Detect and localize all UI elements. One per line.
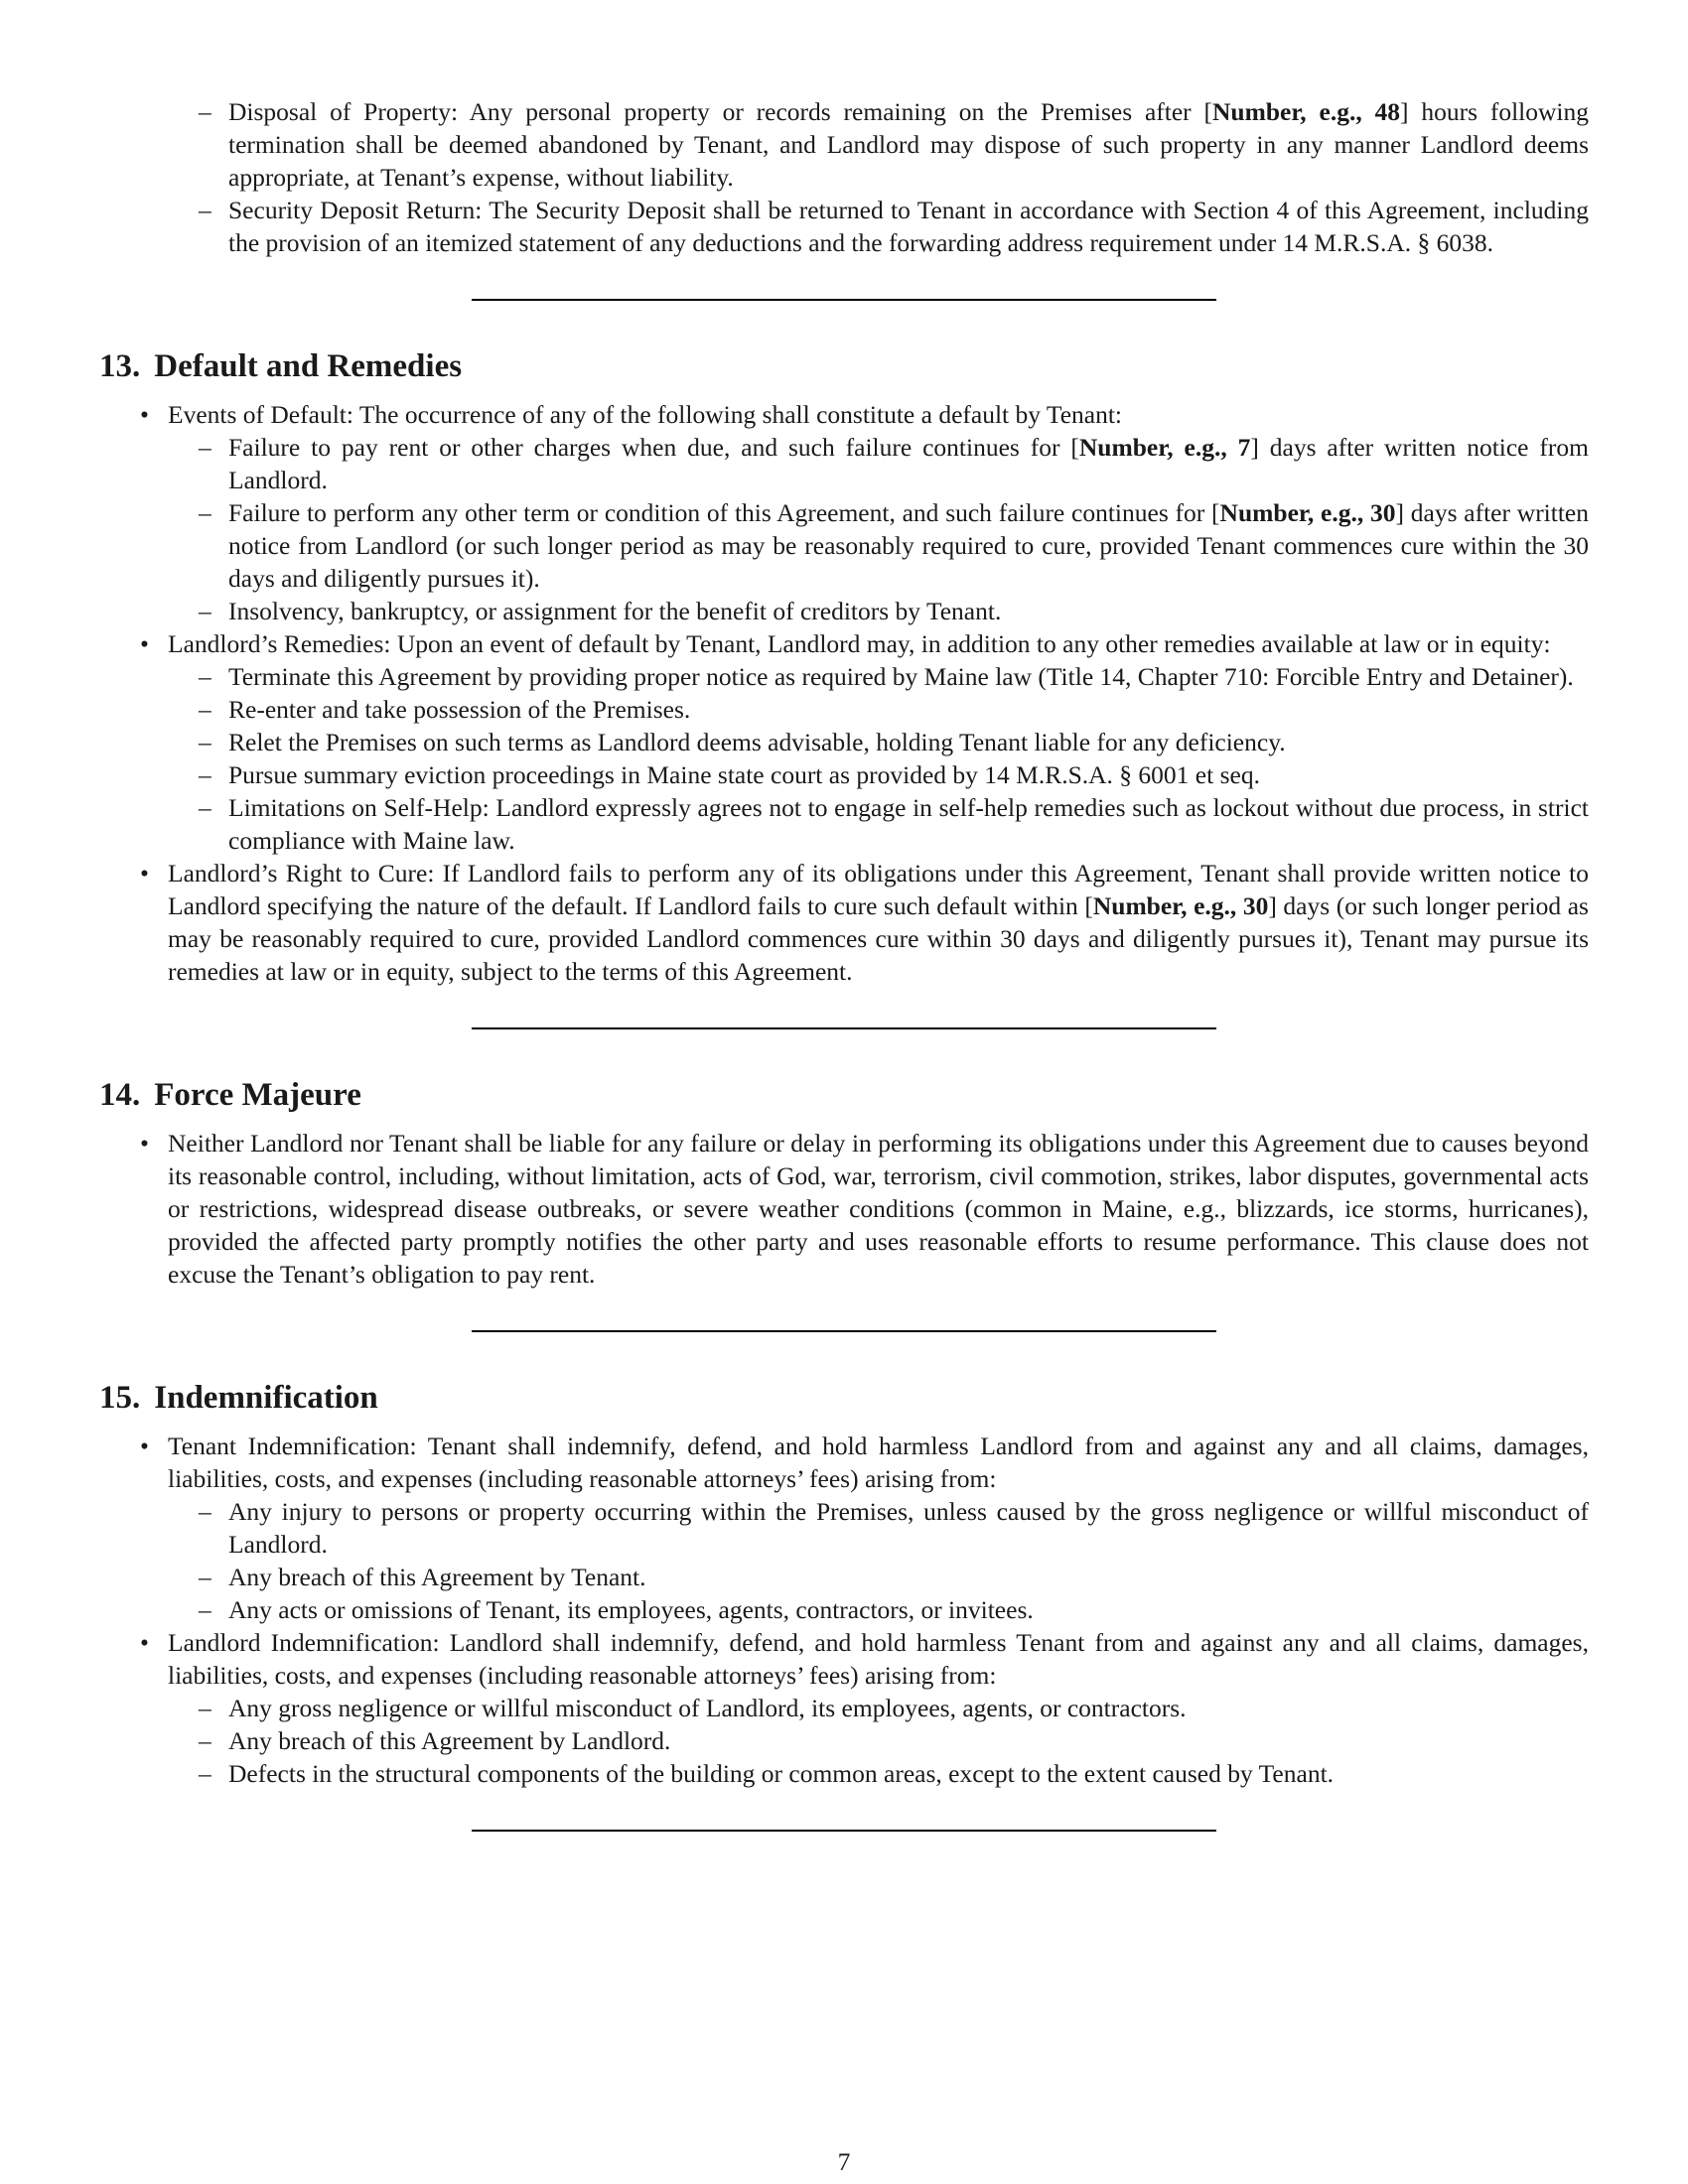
dash-marker: – <box>199 1759 211 1788</box>
list-item-text: Disposal of Property: Any personal property or records remaining on the Premises after [Number, e.g., 48] hours following termination shall be deemed abandoned by Tenant, and Landlord may dispose of such property in any manner Landlord deems appropriate, at Tenant’s expense, without liability. <box>228 97 1589 192</box>
page-number: 7 <box>837 2147 851 2176</box>
list-item <box>168 1561 1589 1593</box>
list-item-text: Terminate this Agreement by providing proper notice as required by Maine law (Title 14, Chapter 710: Forcible Entry and Detainer). <box>228 662 1574 691</box>
list-item <box>99 194 1589 259</box>
section-divider <box>472 1027 1216 1029</box>
list-item-text: Limitations on Self-Help: Landlord expressly agrees not to engage in self-help remedies such as lockout without due process, in strict compliance with Maine law. <box>228 793 1589 855</box>
list-item <box>99 95 1589 194</box>
list-item <box>168 726 1589 758</box>
list-item <box>168 1495 1589 1561</box>
list-item <box>168 1593 1589 1626</box>
dash-marker: – <box>199 1497 211 1526</box>
dash-marker: – <box>199 760 211 789</box>
list-item <box>168 1757 1589 1790</box>
dash-marker: – <box>199 728 211 756</box>
dash-marker: – <box>199 695 211 724</box>
list-item <box>168 1692 1589 1724</box>
list-item-text: Landlord’s Remedies: Upon an event of default by Tenant, Landlord may, in addition to any other remedies available at law or in equity: <box>168 629 1551 658</box>
list-item-text: Neither Landlord nor Tenant shall be liable for any failure or delay in performing its obligations under this Agreement due to causes beyond its reasonable control, including, without limitation, acts of God, war, terrorism, civil commotion, strikes, labor disputes, governmental acts or restrictions, widespread disease outbreaks, or severe weather conditions (common in Maine, e.g., blizzards, ice storms, hurricanes), provided the affected party promptly notifies the other party and uses reasonable efforts to resume performance. This clause does not excuse the Tenant’s obligation to pay rent. <box>168 1129 1589 1289</box>
list-item <box>168 431 1589 496</box>
list-item-text: Pursue summary eviction proceedings in Maine state court as provided by 14 M.R.S.A. § 6001 et seq. <box>228 760 1260 789</box>
section-divider <box>472 1830 1216 1832</box>
section-heading: 14. Force Majeure <box>99 1077 361 1113</box>
section-heading: 13. Default and Remedies <box>99 348 463 384</box>
sub-list <box>168 431 1589 627</box>
dash-marker: – <box>199 1595 211 1624</box>
list-item-text: Any acts or omissions of Tenant, its employees, agents, contractors, or invitees. <box>228 1595 1034 1624</box>
list-item <box>168 791 1589 857</box>
list-item <box>168 595 1589 627</box>
list-item-text: Any breach of this Agreement by Tenant. <box>228 1563 646 1591</box>
list-item-text: Events of Default: The occurrence of any of the following shall constitute a default by Tenant: <box>168 400 1123 429</box>
list-item <box>99 398 1589 627</box>
section-heading: 15. Indemnification <box>99 1380 378 1416</box>
dash-marker: – <box>199 433 211 462</box>
section-13-list <box>99 398 1589 988</box>
document-page <box>99 95 1589 1832</box>
dash-marker: – <box>199 1563 211 1591</box>
list-item <box>168 660 1589 693</box>
list-item-text: Any injury to persons or property occurring within the Premises, unless caused by the gross negligence or willful misconduct of Landlord. <box>228 1497 1589 1559</box>
list-item <box>168 1724 1589 1757</box>
dash-marker: – <box>199 196 211 224</box>
dash-marker: – <box>199 97 211 126</box>
section-divider <box>472 299 1216 301</box>
list-item <box>168 693 1589 726</box>
dash-marker: – <box>199 597 211 625</box>
bullet-marker: • <box>140 1432 149 1460</box>
list-item <box>168 758 1589 791</box>
bullet-marker: • <box>140 400 149 429</box>
list-item <box>99 627 1589 857</box>
sub-list <box>168 1495 1589 1626</box>
list-item <box>99 1127 1589 1291</box>
list-item-text: Relet the Premises on such terms as Landlord deems advisable, holding Tenant liable for any deficiency. <box>228 728 1286 756</box>
dash-marker: – <box>199 498 211 527</box>
list-item-text: Failure to pay rent or other charges when due, and such failure continues for [Number, e.g., 7] days after written notice from Landlord. <box>228 433 1589 494</box>
dash-marker: – <box>199 662 211 691</box>
dash-marker: – <box>199 1694 211 1722</box>
list-item-text: Tenant Indemnification: Tenant shall indemnify, defend, and hold harmless Landlord from and against any and all claims, damages, liabilities, costs, and expenses (including reasonable attorneys’ fees) arising from: <box>168 1432 1589 1493</box>
list-item <box>99 1626 1589 1790</box>
list-item-text: Re-enter and take possession of the Premises. <box>228 695 691 724</box>
list-item-text: Any gross negligence or willful misconduct of Landlord, its employees, agents, or contractors. <box>228 1694 1187 1722</box>
list-item <box>168 496 1589 595</box>
bullet-marker: • <box>140 629 149 658</box>
intro-list <box>99 95 1589 259</box>
bullet-marker: • <box>140 1129 149 1158</box>
list-item <box>99 857 1589 988</box>
list-item-text: Security Deposit Return: The Security Deposit shall be returned to Tenant in accordance with Section 4 of this Agreement, including the provision of an itemized statement of any deductions and the forwarding address requirement under 14 M.R.S.A. § 6038. <box>228 196 1589 257</box>
list-item-text: Landlord Indemnification: Landlord shall indemnify, defend, and hold harmless Tenant from and against any and all claims, damages, liabilities, costs, and expenses (including reasonable attorneys’ fees) arising from: <box>168 1628 1589 1690</box>
list-item-text: Any breach of this Agreement by Landlord. <box>228 1726 671 1755</box>
list-item <box>99 1430 1589 1626</box>
list-item-text: Insolvency, bankruptcy, or assignment for the benefit of creditors by Tenant. <box>228 597 1002 625</box>
dash-marker: – <box>199 793 211 822</box>
list-item-text: Defects in the structural components of the building or common areas, except to the extent caused by Tenant. <box>228 1759 1335 1788</box>
section-15-list <box>99 1430 1589 1790</box>
dash-marker: – <box>199 1726 211 1755</box>
section-divider <box>472 1330 1216 1332</box>
section-14-list <box>99 1127 1589 1291</box>
sub-list <box>168 660 1589 857</box>
list-item-text: Landlord’s Right to Cure: If Landlord fails to perform any of its obligations under this Agreement, Tenant shall provide written notice to Landlord specifying the nature of the default. If Landlord fails to cure such default within [Number, e.g., 30] days (or such longer period as may be reasonably required to cure, provided Landlord commences cure within 30 days and diligently pursues it), Tenant may pursue its remedies at law or in equity, subject to the terms of this Agreement. <box>168 859 1589 986</box>
list-item-text: Failure to perform any other term or condition of this Agreement, and such failure continues for [Number, e.g., 30] days after written notice from Landlord (or such longer period as may be reasonably required to cure, provided Tenant commences cure within the 30 days and diligently pursues it). <box>228 498 1590 593</box>
sub-list <box>168 1692 1589 1790</box>
bullet-marker: • <box>140 1628 149 1657</box>
bullet-marker: • <box>140 859 149 887</box>
